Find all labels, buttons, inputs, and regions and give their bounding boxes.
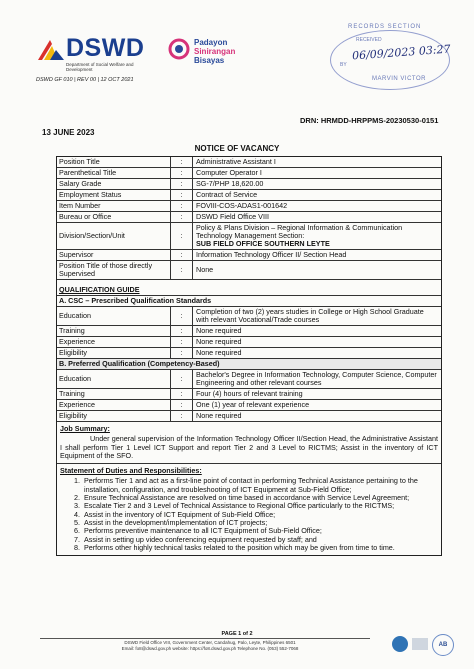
drn-number: DRN: HRMDD-HRPPMS-20230530-0151 xyxy=(300,116,439,125)
item-text: Assist in setting up video conferencing equipment requested by staff; and xyxy=(84,534,317,544)
table-row xyxy=(57,201,441,212)
document-title: NOTICE OF VACANCY xyxy=(194,144,280,153)
row-colon: : xyxy=(171,411,193,421)
form-code: DSWD GF 010 | REV 00 | 12 OCT 2021 xyxy=(36,77,134,83)
row-colon: : xyxy=(171,190,193,200)
row-label: Education xyxy=(57,370,171,388)
job-summary-heading: Job Summary: xyxy=(60,424,110,433)
certification-logo-icon xyxy=(392,636,408,652)
item-number: 5. xyxy=(74,517,80,527)
row-value: DSWD Field Office VIII xyxy=(196,212,269,221)
row-value: None required xyxy=(196,411,242,420)
page-number: PAGE 1 of 2 xyxy=(221,631,253,637)
table-row xyxy=(57,179,441,190)
vacancy-table xyxy=(56,156,442,556)
accreditation-badge-icon: AB xyxy=(432,634,454,656)
row-colon: : xyxy=(171,326,193,336)
item-number: 6. xyxy=(74,526,80,536)
row-colon: : xyxy=(171,157,193,167)
row-colon: : xyxy=(171,400,193,410)
row-value: None xyxy=(196,265,214,274)
row-value: Information Technology Officer II/ Section Head xyxy=(196,250,347,259)
item-number: 2. xyxy=(74,493,80,503)
duties-section xyxy=(57,464,441,555)
item-text: Ensure Technical Assistance are resolved on time based in accordance with Service Level Agreement; xyxy=(84,493,410,503)
row-label: Position Title xyxy=(57,157,171,167)
received-stamp xyxy=(330,24,460,109)
division-text: Policy & Plans Division – Regional Information & Communication Technology Management Section: xyxy=(196,223,403,240)
footer-address xyxy=(60,640,360,651)
table-row xyxy=(57,223,441,250)
item-text: Performs preventive maintenance to all ICT Equipment of Sub-Field Office; xyxy=(84,526,322,536)
row-value: SG-7/PHP 18,620.00 xyxy=(196,179,264,188)
row-label: Experience xyxy=(57,337,171,347)
document-date: 13 JUNE 2023 xyxy=(42,128,95,137)
row-label: Parenthetical Title xyxy=(57,168,171,178)
padayon-line-1: Padayon xyxy=(194,38,228,47)
org-subtitle: Department of Social Welfare and Development xyxy=(66,62,134,72)
item-number: 8. xyxy=(74,542,80,552)
table-row xyxy=(57,168,441,179)
item-number: 1. xyxy=(74,476,80,486)
item-text: Escalate Tier 2 and 3 Level of Technical Assistance to Regional Office particularly to the RICTMS; xyxy=(84,501,395,511)
row-colon: : xyxy=(171,261,193,279)
item-number: 4. xyxy=(74,509,80,519)
row-value: None required xyxy=(196,348,242,357)
qualification-guide-heading: QUALIFICATION GUIDE xyxy=(57,280,441,296)
row-label: Supervisor xyxy=(57,250,171,260)
item-text: Performs Tier 1 and act as a first-line point of contact in performing Technical Assistance pertaining to the installation, configuration, and troubleshooting of ICT Equipment at Sub-Field Office; xyxy=(84,476,418,494)
row-value: None required xyxy=(196,326,242,335)
table-row xyxy=(57,326,441,337)
row-label: Eligibility xyxy=(57,348,171,358)
dswd-emblem-icon xyxy=(36,36,66,62)
row-label: Item Number xyxy=(57,201,171,211)
preferred-qualification-heading: B. Preferred Qualification (Competency-Based) xyxy=(57,359,441,370)
table-row xyxy=(57,411,441,422)
csc-standards-heading: A. CSC – Prescribed Qualification Standards xyxy=(57,296,441,307)
row-colon: : xyxy=(171,168,193,178)
row-value xyxy=(193,223,441,249)
org-name: DSWD xyxy=(66,34,145,62)
row-colon: : xyxy=(171,201,193,211)
stamp-handwritten-date: 06/09/2023 03:27 xyxy=(351,42,451,63)
table-row xyxy=(57,400,441,411)
job-summary xyxy=(57,422,441,464)
row-label: Position Title of those directly Supervised xyxy=(57,261,171,279)
row-colon: : xyxy=(171,370,193,388)
row-colon: : xyxy=(171,307,193,325)
row-label: Division/Section/Unit xyxy=(57,223,171,249)
item-number: 3. xyxy=(74,501,80,511)
duties-heading: Statement of Duties and Responsibilities: xyxy=(60,466,202,476)
padayon-emblem-icon xyxy=(168,38,190,60)
stamp-received-text: RECEIVED xyxy=(356,37,382,43)
row-value: Four (4) hours of relevant training xyxy=(196,389,303,398)
row-value: Bachelor's Degree in Information Technology, Computer Science, Computer Engineering and other relevant courses xyxy=(196,370,437,387)
row-colon: : xyxy=(171,179,193,189)
table-row xyxy=(57,212,441,223)
row-colon: : xyxy=(171,348,193,358)
row-value: Administrative Assistant I xyxy=(196,157,276,166)
table-row xyxy=(57,370,441,389)
item-text: Assist in the development/implementation of ICT projects; xyxy=(84,517,268,527)
row-label: Bureau or Office xyxy=(57,212,171,222)
item-text: Assist in the inventory of ICT Equipment of Sub-Field Office; xyxy=(84,509,276,519)
row-label: Training xyxy=(57,389,171,399)
dswd-logo xyxy=(36,34,145,76)
padayon-line-3: Bisayas xyxy=(194,56,225,65)
row-value: One (1) year of relevant experience xyxy=(196,400,310,409)
row-label: Experience xyxy=(57,400,171,410)
stamp-top-text: RECORDS SECTION xyxy=(348,24,422,30)
row-value: FOVIII-COS-ADAS1-001642 xyxy=(196,201,288,210)
footer-logos xyxy=(392,634,452,656)
table-row xyxy=(57,261,441,280)
row-colon: : xyxy=(171,389,193,399)
row-colon: : xyxy=(171,250,193,260)
table-row xyxy=(57,337,441,348)
row-label: Salary Grade xyxy=(57,179,171,189)
iso-logo-icon xyxy=(412,638,428,650)
row-value: Contract of Service xyxy=(196,190,258,199)
footer-address-line-1: DSWD Field Office VIII, Government Center, Candahug, Palo, Leyte, Philippines 6501 xyxy=(124,640,296,645)
division-subfield: SUB FIELD OFFICE SOUTHERN LEYTE xyxy=(196,239,330,248)
row-label: Training xyxy=(57,326,171,336)
row-label: Eligibility xyxy=(57,411,171,421)
stamp-name-text: MARVIN VICTOR xyxy=(372,76,426,82)
job-summary-text: Under general supervision of the Information Technology Officer II/Section Head, the Administrative Assistant I shall perform Tier 1 Level ICT Support and report Tier 2 and 3 Level to RICTMS; Assist in the inventory of ICT Equipment of the SFO. xyxy=(60,434,438,460)
row-colon: : xyxy=(171,223,193,249)
duties-list xyxy=(60,477,438,552)
table-row xyxy=(57,307,441,326)
row-label: Employment Status xyxy=(57,190,171,200)
row-value: Computer Operator I xyxy=(196,168,262,177)
footer-address-line-2: Email: fo8@dswd.gov.ph website: https://fo8.dswd.gov.ph Telephone No. (053) 552-7068 xyxy=(121,645,299,651)
row-colon: : xyxy=(171,337,193,347)
row-colon: : xyxy=(171,212,193,222)
row-value: Completion of two (2) years studies in College or High School Graduate with relevant Vocational/Trade courses xyxy=(196,307,424,324)
row-label: Education xyxy=(57,307,171,325)
table-row xyxy=(57,190,441,201)
table-row xyxy=(57,348,441,359)
list-item xyxy=(60,544,438,552)
row-value: None required xyxy=(196,337,242,346)
table-row xyxy=(57,157,441,168)
item-text: Performs other highly technical tasks related to the position which may be given from time to time. xyxy=(84,542,395,552)
table-row xyxy=(57,389,441,400)
item-number: 7. xyxy=(74,534,80,544)
list-item xyxy=(60,477,438,494)
padayon-line-2: Sinirangan xyxy=(194,47,236,56)
stamp-by-text: BY xyxy=(340,62,347,68)
footer-divider xyxy=(40,638,370,639)
table-row xyxy=(57,250,441,261)
